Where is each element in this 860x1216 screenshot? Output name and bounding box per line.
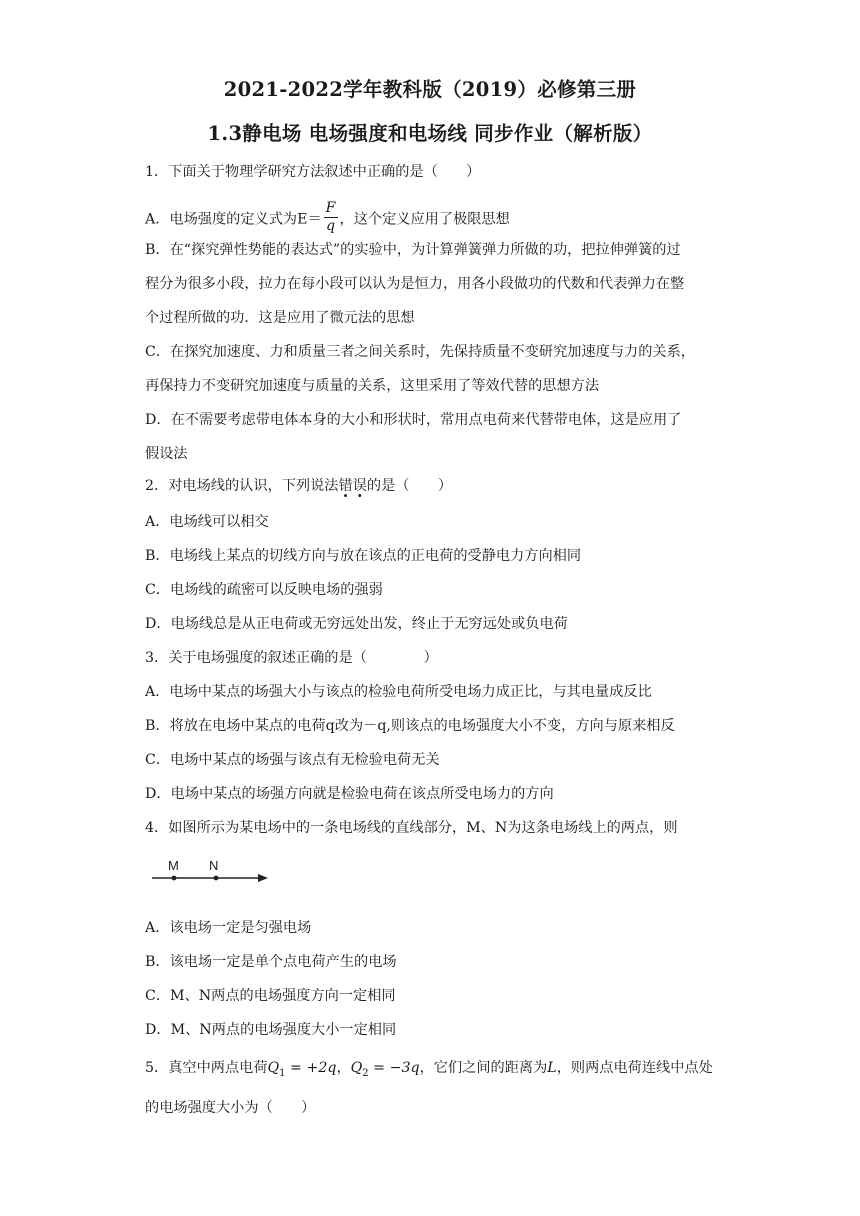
arrowhead-icon [258, 874, 268, 882]
q3-stem: 3．关于电场强度的叙述正确的是（ ） [145, 650, 438, 666]
q5-q1-symbol: Q [267, 1060, 280, 1076]
q3-option-b: B．将放在电场中某点的电荷q改为－q,则该点的电场强度大小不变，方向与原来相反 [145, 718, 675, 734]
q1-option-b-line3: 个过程所做的功．这是应用了微元法的思想 [145, 310, 415, 326]
q5-stem-line2: 的电场强度大小为（ ） [145, 1100, 316, 1116]
q5-stem-mid: ，它们之间的距离为 [419, 1060, 548, 1076]
q5-q2-subscript: 2 [362, 1067, 369, 1079]
q2-emphasis-char-2: 误 [352, 478, 367, 494]
q3-option-c: C．电场中某点的场强与该点有无检验电荷无关 [145, 752, 440, 768]
q1-option-c-line2: 再保持力不变研究加速度与质量的关系，这里采用了等效代替的思想方法 [145, 378, 600, 394]
document-title-line1: 2021-2022学年教科版（2019）必修第三册 [223, 78, 637, 101]
q5-stem-prefix: 5．真空中两点电荷 [145, 1060, 268, 1076]
q5-stem-line1 [145, 1058, 713, 1084]
q1-option-d-line2: 假设法 [145, 446, 188, 462]
q1-stem: 1．下面关于物理学研究方法叙述中正确的是（ ） [145, 164, 481, 180]
q4-option-c: C．M、N两点的电场强度方向一定相同 [145, 988, 396, 1004]
q2-emphasis-char-1: 错 [338, 478, 353, 494]
q5-distance-symbol: L [547, 1060, 557, 1076]
point-n-label: N [209, 858, 219, 873]
q4-option-d: D．M、N两点的电场强度大小一定相同 [145, 1022, 397, 1038]
q5-separator: ， [336, 1060, 351, 1076]
q4-option-a: A．该电场一定是匀强电场 [145, 920, 312, 936]
q1-option-b-line1: B．在“探究弹性势能的表达式”的实验中，为计算弹簧弹力所做的功，把拉伸弹簧的过 [145, 242, 681, 258]
q2-option-d: D．电场线总是从正电荷或无穷远处出发，终止于无穷远处或负电荷 [145, 616, 568, 632]
fraction-denominator: q [326, 218, 336, 234]
q5-q2-symbol: Q [350, 1060, 363, 1076]
q3-option-d: D．电场中某点的场强方向就是检验电荷在该点所受电场力的方向 [145, 786, 554, 802]
point-n-dot [214, 876, 219, 881]
document-title-line2: 1.3静电场 电场强度和电场线 同步作业（解析版） [207, 122, 653, 145]
point-m-label: M [168, 858, 179, 873]
electric-field-line-figure [150, 853, 280, 893]
q1-option-a [145, 202, 510, 237]
q2-stem-suffix: 的是（ ） [366, 478, 453, 494]
q1-option-a-prefix: A．电场强度的定义式为E＝ [145, 211, 322, 228]
q4-stem: 4．如图所示为某电场中的一条电场线的直线部分，M、N为这条电场线上的两点，则 [145, 820, 678, 836]
q5-q1-value: = +2q [285, 1060, 337, 1076]
q4-option-b: B．该电场一定是单个点电荷产生的电场 [145, 954, 397, 970]
q1-option-c-line1: C．在探究加速度、力和质量三者之间关系时，先保持质量不变研究加速度与力的关系， [145, 344, 695, 360]
q2-stem-prefix: 2．对电场线的认识，下列说法 [145, 478, 339, 494]
q1-option-a-suffix: ，这个定义应用了极限思想 [339, 211, 510, 228]
q5-q1-subscript: 1 [279, 1067, 286, 1079]
q1-option-b-line2: 程分为很多小段，拉力在每小段可以认为是恒力，用各小段做功的代数和代表弹力在整 [145, 276, 685, 292]
q2-option-c: C．电场线的疏密可以反映电场的强弱 [145, 582, 383, 598]
q3-option-a: A．电场中某点的场强大小与该点的检验电荷所受电场力成正比，与其电量成反比 [145, 684, 652, 700]
q2-option-b: B．电场线上某点的切线方向与放在该点的正电荷的受静电力方向相同 [145, 548, 582, 564]
q5-q2-value: = −3q [368, 1060, 420, 1076]
q1-option-d-line1: D．在不需要考虑带电体本身的大小和形状时，常用点电荷来代替带电体，这是应用了 [145, 412, 682, 428]
q2-stem [145, 476, 452, 496]
q2-option-a: A．电场线可以相交 [145, 514, 269, 530]
fraction-numerator: F [325, 200, 336, 216]
q5-stem-suffix: ，则两点电荷连线中点处 [556, 1060, 713, 1076]
fraction-f-over-q [324, 200, 338, 235]
point-m-dot [172, 876, 177, 881]
